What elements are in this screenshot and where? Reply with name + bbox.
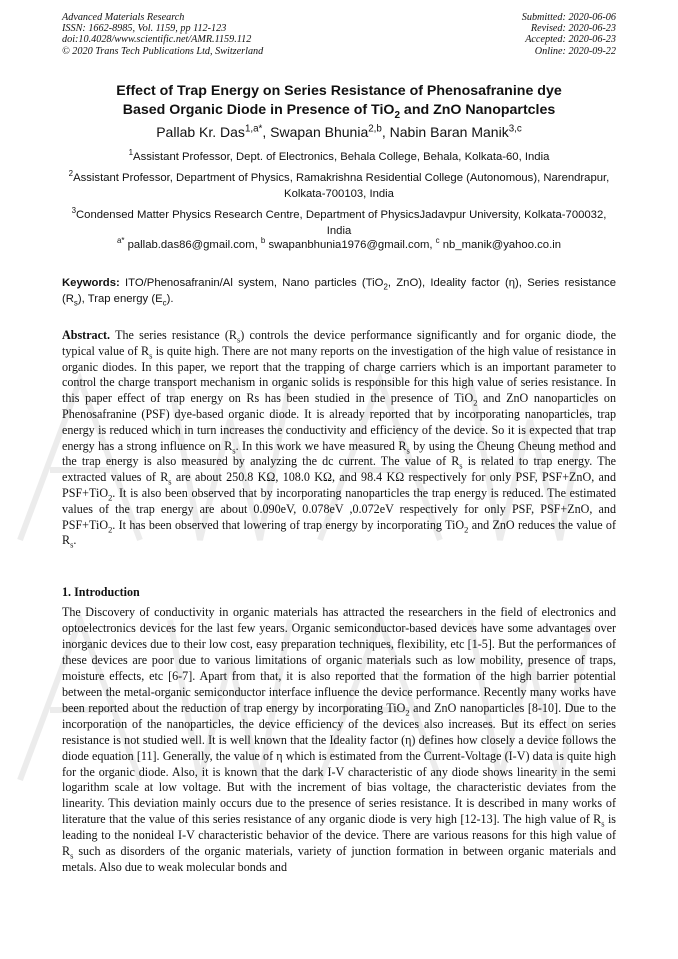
email-mark: a* [116,236,125,246]
dates-info [522,12,616,57]
introduction-body: The Discovery of conductivity in organic materials has attracted the researchers in the field of electronics and optoelectronics devices for the last few years. Organic semiconductor-based devices have some advantages over inorganic devices due to their low cost, easy preparation techniques, flexibility, etc [1-5]. But the performances of these devices are poor due to various limitations of organic materials such as low mobility, presence of traps, moisture effects, etc [6-7]. Apart from that, it is also reported that the formation of the high barrier potential between the metal-organic semiconductor interface influence the device performance. Recently many works have been reported about the reduction of trap energy by incorporating TiO$_2$ and ZnO nanoparticles [8-10]. Due to the incorporation of the nanoparticles, the device efficiency of the devices also increases. But its effect on series resistance is not studied well. It is well known that the Ideality factor (η) defines how closely a device follows the diode equation [11]. Generally, the value of η which is estimated from the Current-Voltage (I-V) data is quite high for the organic diode. Also, it is known that the dark I-V characteristic of any diode shows linearity in the semi logarithm scale at low voltage. But with the increment of bias voltage, the characteristic deviates from the linearity. This deviation mainly occurs due to the presence of series resistance. It is described in many works of literature that the value of this series resistance of any organic diode is very high [12-13]. The high value of $R_s$ is leading to the nonideal I-V characteristic behavior of the device. There are various reasons for this high value of $R_s$ such as disorders of the organic materials, variety of junction formation in between organic materials and metals. Also due to weak molecular bonds and [62,605,617,875]
section-heading-introduction: 1. Introduction [62,585,140,599]
email-mark: b [260,236,266,246]
author-name: Nabin Baran Manik [389,124,509,140]
author-name: Swapan Bhunia [270,124,369,140]
author-affiliation-mark: 3,c [508,123,522,135]
copyright: © 2020 Trans Tech Publications Ltd, Switzerland [62,45,264,57]
abstract-body: The series resistance $(R_s)$ controls the device performance significantly and for organic diode, the typical value of $R_s$ is quite high. There are not many reports on the investigation of the high value of resistance in organic diodes. In this paper, we report that the trapping of charge carriers which is an important parameter to control the charge transport mechanism in organic solids is responsible for this high value of series resistance. In this paper effect of trap energy on Rs has been studied in the presence of TiO$_2$ and ZnO nanoparticles on Phenosafranine (PSF) dye-based organic diode. It is already reported that by incorporating nanoparticles, trap energy is reduced which in turn increases the conductivity and efficiency of the device. So it is expected that trap energy has a strong influence on $R_s$. In this work we have measured $R_s$ by using the Cheung Cheung method and the trap energy is also measured by analyzing the dc current. The value of $R_s$ is related to trap energy. The extracted values of $R_s$ are about 250.8 KΩ, 108.0 KΩ, and 98.4 KΩ respectively for only PSF, PSF+ZnO, and PSF+TiO$_2$. It is also been observed that by incorporating nanoparticles the trap energy is reduced. The estimated values of the trap energy are about 0.090eV, 0.078eV ,0.072eV respectively for only PSF, PSF+ZnO, and PSF+TiO$_2$. It has been observed that lowering of trap energy by incorporating TiO$_2$ and ZnO reduces the value of $R_s$. [62,328,617,550]
affiliation-1: $^1$Assistant Professor, Dept. of Electronics, Behala College, Behala, Kolkata-60, India [128,148,550,163]
journal-info [62,12,263,57]
author-affiliation-mark: 1,a* [244,123,263,135]
title-line-2: Based Organic Diode in Presence of TiO$_2$ and ZnO Nanopartcles [122,102,556,121]
submitted-date: Submitted: 2020-06-06 [521,12,616,23]
abstract [62,328,616,549]
email-mark: c [435,236,440,246]
accepted-date: Accepted: 2020-06-23 [525,34,616,46]
journal-name: Advanced Materials Research [62,12,185,23]
keywords: Keywords: ITO/Phenosafranin/Al system, Nano particles (TiO$_2$, ZnO), Ideality factor (η), Series resistance $(R_s)$, Trap energy $(E_c)$. [62,277,616,308]
page-header [62,12,616,57]
author-list: Pallab Kr. Das$^{1,a*}$, Swapan Bhunia$^{2,b}$, Nabin Baran Manik$^{3,c}$ [156,123,522,140]
email-address[interactable]: nb_manik@yahoo.co.in [439,239,561,251]
title-line-1: Effect of Trap Energy on Series Resistance of Phenosafranine dye [116,83,562,99]
affiliation-2: $^2$Assistant Professor, Department of Physics, Ramakrishna Residential College (Autonomous), Narendrapur, Kolkata-700103, India [68,169,610,200]
author-name: Pallab Kr. Das [156,124,245,140]
issn: ISSN: 1662-8985, Vol. 1159, pp 112-123 [62,23,227,35]
keywords-label: Keywords: [62,277,120,289]
abstract-label: Abstract. [62,328,111,342]
doi-link[interactable]: doi:10.4028/www.scientific.net/AMR.1159.112 [62,34,252,46]
paper-title [62,82,616,120]
email-address[interactable]: pallab.das86@gmail.com [124,239,255,251]
email-address[interactable]: swapanbhunia1976@gmail.com [265,239,430,251]
revised-date: Revised: 2020-06-23 [530,23,616,35]
email-list: $^{a*}$ pallab.das86@gmail.com, $^b$ swapanbhunia1976@gmail.com, $^c$ nb_manik@yahoo.co.in [116,236,561,251]
author-affiliation-mark: 2,b [368,123,382,135]
affiliation-3: $^3$Condensed Matter Physics Research Centre, Department of PhysicsJadavpur University, Kolkata-700032, India [71,206,607,237]
online-date: Online: 2020-09-22 [534,45,616,57]
